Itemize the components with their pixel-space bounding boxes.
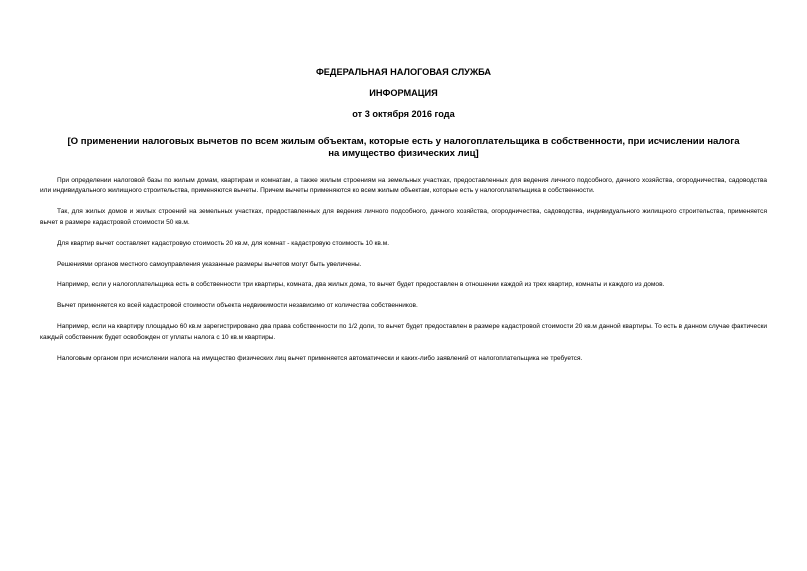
issuing-agency: ФЕДЕРАЛЬНАЯ НАЛОГОВАЯ СЛУЖБА — [315, 67, 492, 77]
paragraph-6: Вычет применяется ко всей кадастровой стоимости объекта недвижимости независимо от количества собственников. — [57, 302, 418, 310]
paragraph-7: Например, если на квартиру площадью 60 кв.м зарегистрировано два права собственности по 1/2 доли, то вычет будет предоставлен в размере кадастровой стоимости 20 кв.м данной квартиры. То есть в данном случае фактически каждый собственник будет освобожден от уплаты налога с 10 кв.м квартиры. — [40, 323, 767, 341]
paragraph-5: Например, если у налогоплательщика есть в собственности три квартиры, комната, два жилых дома, то вычет будет предоставлен в отношении каждой из трех квартир, комнаты и каждого из домов. — [57, 281, 665, 289]
document-date: от 3 октября 2016 года — [352, 109, 455, 119]
document-body — [40, 176, 767, 364]
paragraph-4: Решениями органов местного самоуправления указанные размеры вычетов могут быть увеличены. — [57, 260, 362, 268]
paragraph-2: Так, для жилых домов и жилых строений на земельных участках, предоставленных для ведения личного подсобного, дачного хозяйства, огородничества, садоводства, индивидуального жилищного строительства, применяется вычет в размере кадастровой стоимости 50 кв.м. — [40, 208, 767, 226]
document-type: ИНФОРМАЦИЯ — [369, 88, 438, 98]
paragraph-1: При определении налоговой базы по жилым домам, квартирам и комнатам, а также жилым строениям на земельных участках, предоставленных для ведения личного подсобного, дачного хозяйства, огородничества, садоводства или индивидуального жилищного строительства, применяются вычеты. Причем вычеты применяются ко всем жилым объектам, которые есть у налогоплательщика в собственности. — [40, 177, 767, 195]
document-title: [О применении налоговых вычетов по всем жилым объектам, которые есть у налогоплательщика в собственности, при исчислении налога на имущество физических лиц] — [67, 136, 740, 159]
paragraph-8: Налоговым органом при исчислении налога на имущество физических лиц вычет применяется автоматически и каких-либо заявлений от налогоплательщика не требуется. — [57, 354, 583, 362]
paragraph-3: Для квартир вычет составляет кадастровую стоимость 20 кв.м, для комнат - кадастровую стоимость 10 кв.м. — [57, 239, 390, 247]
